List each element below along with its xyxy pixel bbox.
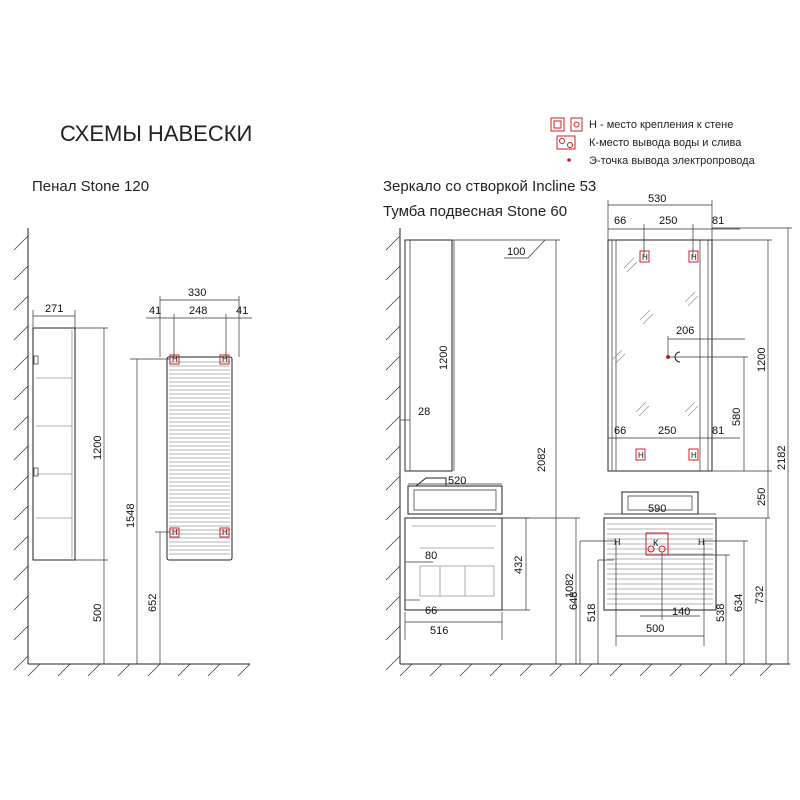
right-subtitle-mirror: Зеркало со створкой Incline 53 xyxy=(383,178,597,195)
penal-mount-top-left xyxy=(170,355,179,364)
right-subtitle-vanity: Тумба подвесная Stone 60 xyxy=(383,203,568,220)
svg-text:К: К xyxy=(653,538,659,548)
side-mirror-top-height: 2082 xyxy=(536,447,548,472)
mirror-vanity-front-view xyxy=(568,193,792,664)
power-point-y: 580 xyxy=(731,407,743,426)
left-subtitle: Пенал Stone 120 xyxy=(32,178,150,195)
page-title: СХЕМЫ НАВЕСКИ xyxy=(60,121,253,146)
front-gap-height: 250 xyxy=(756,487,768,506)
front-vanity-width: 590 xyxy=(648,503,667,515)
vanity-h648: 648 xyxy=(568,591,580,610)
vanity-h634: 634 xyxy=(733,593,745,612)
vanity-h538: 538 xyxy=(715,603,727,622)
svg-text:Н: Н xyxy=(691,253,697,262)
penal-mount-span: 248 xyxy=(189,305,208,317)
svg-text:Н: Н xyxy=(642,253,648,262)
side-shelf-depth: 80 xyxy=(425,550,438,562)
side-mirror-depth: 28 xyxy=(418,406,431,418)
mirror-bottom-right-offset: 81 xyxy=(712,425,725,437)
power-outlet-icon xyxy=(567,158,571,162)
penal-bottom-mount-height: 652 xyxy=(147,593,159,612)
mirror-mount-top-right xyxy=(689,251,698,262)
side-bottom-offset: 66 xyxy=(425,605,438,617)
side-vanity-height: 432 xyxy=(513,555,525,574)
water-outlet-icon xyxy=(557,136,575,149)
side-mirror-height: 1200 xyxy=(438,345,450,370)
mirror-bottom-span: 250 xyxy=(658,425,677,437)
svg-text:Н: Н xyxy=(638,451,644,460)
vanity-h518: 518 xyxy=(586,603,598,622)
mirror-mount-top-left xyxy=(640,251,649,262)
svg-text:Н: Н xyxy=(691,451,697,460)
vanity-h732: 732 xyxy=(754,585,766,604)
vanity-mount-right xyxy=(698,537,705,547)
penal-left-offset: 41 xyxy=(149,305,162,317)
penal-mount-bottom-right xyxy=(220,528,229,537)
svg-text:Н: Н xyxy=(222,528,228,537)
penal-width-label: 330 xyxy=(188,287,207,299)
svg-text:Н: Н xyxy=(222,355,228,364)
svg-text:Н: Н xyxy=(172,355,178,364)
mirror-mount-bottom-left xyxy=(636,449,645,460)
legend xyxy=(551,118,756,167)
mirror-top-left-offset: 66 xyxy=(614,215,627,227)
penal-floor-gap-label: 500 xyxy=(92,603,104,622)
front-total-height: 2182 xyxy=(776,445,788,470)
water-point-x: 140 xyxy=(672,606,691,618)
power-point-x: 206 xyxy=(676,325,695,337)
penal-depth-label: 271 xyxy=(45,303,64,315)
penal-right-offset: 41 xyxy=(236,305,249,317)
front-mirror-height: 1200 xyxy=(756,347,768,372)
svg-text:Н: Н xyxy=(614,537,621,547)
penal-side-view xyxy=(14,228,250,676)
vanity-mount-left xyxy=(614,537,621,547)
legend-water-text: К-место вывода воды и слива xyxy=(589,137,742,149)
svg-text:Н: Н xyxy=(698,537,705,547)
mirror-width: 530 xyxy=(648,193,667,205)
svg-text:Н: Н xyxy=(172,528,178,537)
legend-power-text: Э-точка вывода электропровода xyxy=(589,155,755,167)
penal-mount-top-right xyxy=(220,355,229,364)
side-vanity-depth: 516 xyxy=(430,625,449,637)
side-sink-depth: 520 xyxy=(448,475,467,487)
mirror-top-span: 250 xyxy=(659,215,678,227)
mirror-bottom-left-offset: 66 xyxy=(614,425,627,437)
penal-height-label: 1200 xyxy=(92,435,104,460)
mirror-mount-bottom-right xyxy=(689,449,698,460)
vanity-mount-span: 500 xyxy=(646,623,665,635)
legend-mount-text: Н - место крепления к стене xyxy=(589,119,734,131)
side-wall-offset: 100 xyxy=(507,246,526,258)
mount-point-icon xyxy=(551,118,582,131)
penal-top-mount-height: 1548 xyxy=(125,503,137,528)
side-vanity-top-height: 1082 xyxy=(564,573,576,598)
penal-front-view xyxy=(125,287,252,664)
mirror-top-right-offset: 81 xyxy=(712,215,725,227)
penal-mount-bottom-left xyxy=(170,528,179,537)
